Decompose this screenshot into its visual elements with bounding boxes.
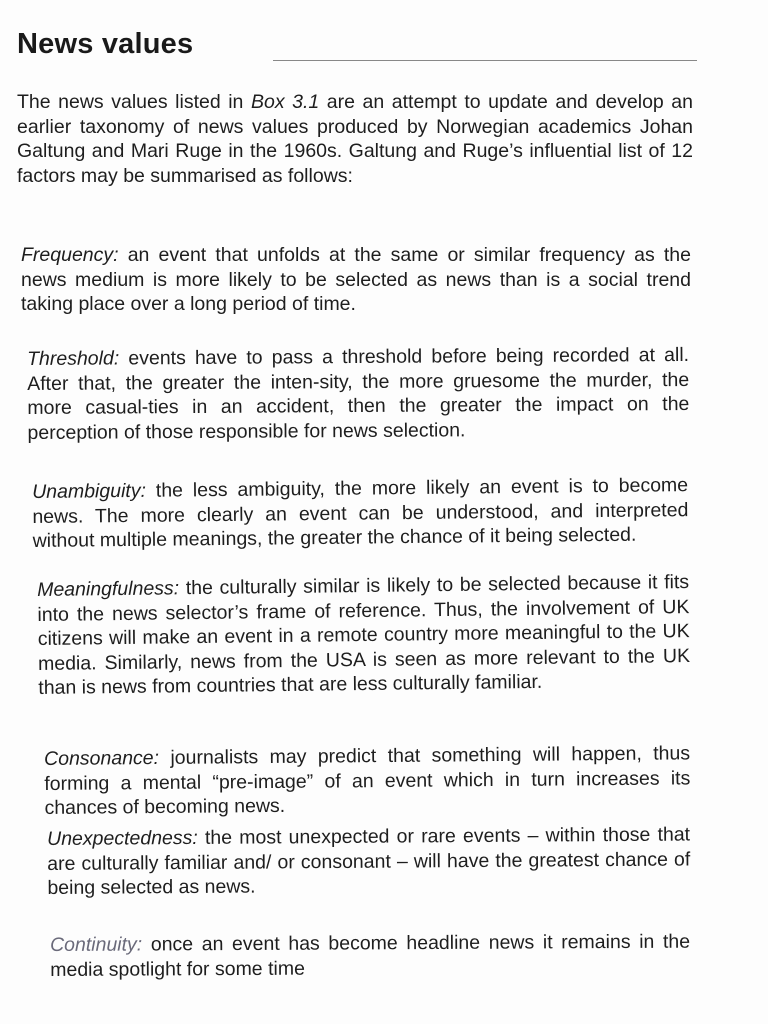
factor-text: journalists may predict that something will happen, thus forming a mental “pre-image” of an event which in turn increases its chances of becoming news. bbox=[44, 742, 691, 820]
factor-term: Continuity: bbox=[50, 933, 143, 956]
factor-term: Unambiguity: bbox=[32, 479, 147, 503]
factor-term: Frequency: bbox=[21, 244, 119, 266]
factor-paragraph-unambiguity bbox=[32, 473, 689, 554]
factor-text: the most unexpected or rare events – within those that are culturally familiar and/ or consonant – will have the greatest chance of being selected as news. bbox=[47, 823, 691, 900]
box-reference: Box 3.1 bbox=[250, 91, 320, 113]
factor-text: once an event has become headline news it remains in the media spotlight for some time bbox=[50, 930, 691, 981]
factor-term: Threshold: bbox=[27, 347, 120, 370]
section-heading: News values bbox=[17, 28, 194, 60]
factor-text: the culturally similar is likely to be selected because it fits into the news selector’s frame of reference. Thus, the involvement of UK citizens will make an event in a remote country more meaningful to the UK media. Similarly, news from the USA is seen as more relevant to the UK than is news from countries that are less culturally familiar. bbox=[37, 571, 691, 700]
factor-text: events have to pass a threshold before being recorded at all. After that, the greater the inten-sity, the more gruesome the murder, the more casual-ties in an accident, then the greater the impact on the perception of those responsible for news selection. bbox=[27, 343, 690, 444]
factor-paragraph-meaningfulness bbox=[37, 570, 690, 701]
factor-paragraph-frequency bbox=[21, 243, 691, 317]
factor-term: Unexpectedness: bbox=[47, 826, 198, 850]
intro-text-after: are an attempt to update and develop an earlier taxonomy of news values produced by Norwegian academics Johan Galtung and Mari Ruge in the 1960s. Galtung and Ruge’s influential list of 12 factors may be summarised as follows: bbox=[17, 91, 693, 187]
intro-text-before: The news values listed in bbox=[17, 91, 251, 113]
factor-term: Meaningfulness: bbox=[37, 577, 180, 601]
intro-paragraph bbox=[17, 90, 693, 188]
heading-rule bbox=[273, 60, 697, 61]
factor-term: Consonance: bbox=[44, 746, 160, 770]
factor-paragraph-consonance bbox=[44, 741, 691, 820]
factor-paragraph-unexpectedness bbox=[47, 823, 690, 901]
factor-text: the less ambiguity, the more likely an event is to become news. The more clearly an event can be understood, and interpreted without multiple meanings, the greater the chance of it being selected. bbox=[32, 474, 689, 553]
heading-row bbox=[17, 28, 697, 68]
factor-paragraph-threshold bbox=[27, 343, 690, 445]
factor-paragraph-continuity bbox=[50, 930, 690, 983]
factor-text: an event that unfolds at the same or similar frequency as the news medium is more likely to be selected as news than is a social trend taking place over a long period of time. bbox=[21, 244, 691, 316]
